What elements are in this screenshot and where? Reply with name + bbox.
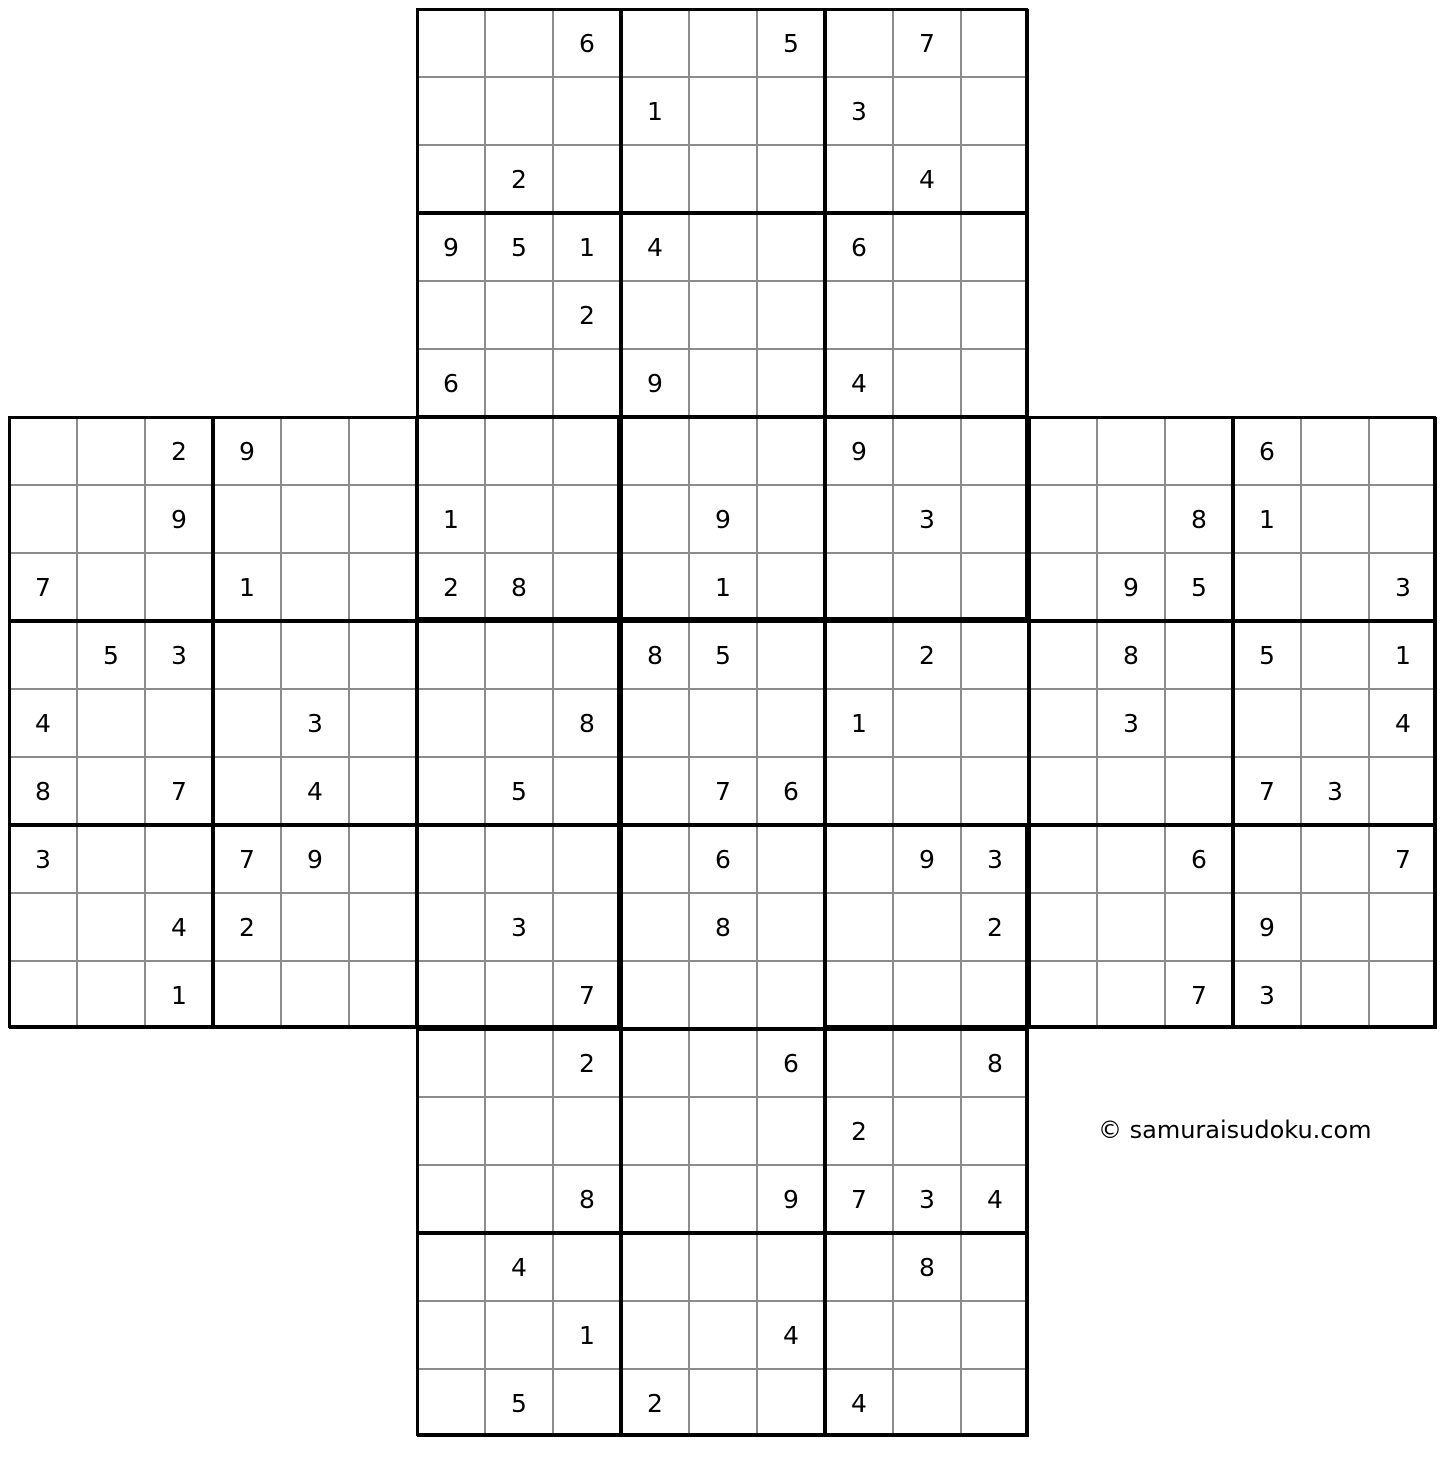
sudoku-cell[interactable] [689,1369,757,1437]
sudoku-cell[interactable]: 1 [689,553,757,621]
sudoku-cell[interactable] [553,77,621,145]
sudoku-cell[interactable] [757,689,825,757]
sudoku-cell[interactable]: 5 [485,213,553,281]
sudoku-cell[interactable] [961,961,1029,1029]
sudoku-cell[interactable] [553,1369,621,1437]
sudoku-cell[interactable]: 3 [1369,553,1437,621]
sudoku-cell[interactable] [77,485,145,553]
sudoku-cell[interactable] [553,145,621,213]
sudoku-cell[interactable]: 1 [621,77,689,145]
sudoku-cell[interactable] [621,825,689,893]
sudoku-cell[interactable] [1233,825,1301,893]
sudoku-cell[interactable] [77,553,145,621]
sudoku-cell[interactable] [689,1165,757,1233]
sudoku-cell[interactable] [621,417,689,485]
sudoku-cell[interactable] [961,145,1029,213]
sudoku-cell[interactable] [349,485,417,553]
sudoku-cell[interactable]: 8 [553,689,621,757]
sudoku-cell[interactable]: 5 [1165,553,1233,621]
sudoku-cell[interactable] [825,893,893,961]
sudoku-cell[interactable] [485,1097,553,1165]
sudoku-cell[interactable] [417,1233,485,1301]
sudoku-cell[interactable]: 2 [825,1097,893,1165]
sudoku-cell[interactable]: 1 [553,1301,621,1369]
sudoku-cell[interactable] [1301,689,1369,757]
sudoku-cell[interactable]: 8 [689,893,757,961]
sudoku-cell[interactable] [757,553,825,621]
sudoku-cell[interactable] [349,621,417,689]
sudoku-cell[interactable] [961,9,1029,77]
sudoku-cell[interactable]: 6 [757,1029,825,1097]
sudoku-cell[interactable] [417,961,485,1029]
sudoku-cell[interactable] [9,961,77,1029]
sudoku-cell[interactable]: 4 [145,893,213,961]
sudoku-cell[interactable] [485,1029,553,1097]
sudoku-cell[interactable] [825,145,893,213]
sudoku-cell[interactable]: 7 [9,553,77,621]
sudoku-cell[interactable]: 9 [281,825,349,893]
sudoku-cell[interactable] [689,689,757,757]
sudoku-cell[interactable] [553,893,621,961]
sudoku-cell[interactable] [1233,553,1301,621]
sudoku-cell[interactable]: 4 [825,1369,893,1437]
sudoku-cell[interactable] [349,961,417,1029]
sudoku-cell[interactable]: 8 [893,1233,961,1301]
sudoku-cell[interactable] [1165,417,1233,485]
sudoku-cell[interactable] [757,77,825,145]
sudoku-cell[interactable] [77,825,145,893]
sudoku-cell[interactable] [893,77,961,145]
sudoku-cell[interactable] [621,1233,689,1301]
sudoku-cell[interactable] [485,689,553,757]
sudoku-cell[interactable] [825,1301,893,1369]
sudoku-cell[interactable] [553,485,621,553]
sudoku-cell[interactable]: 7 [1233,757,1301,825]
sudoku-cell[interactable] [757,1369,825,1437]
sudoku-cell[interactable]: 2 [961,893,1029,961]
sudoku-cell[interactable] [485,77,553,145]
sudoku-cell[interactable] [349,825,417,893]
sudoku-cell[interactable] [757,281,825,349]
sudoku-cell[interactable]: 4 [893,145,961,213]
sudoku-cell[interactable]: 6 [553,9,621,77]
sudoku-cell[interactable] [961,1097,1029,1165]
sudoku-cell[interactable] [1301,621,1369,689]
sudoku-cell[interactable]: 5 [485,1369,553,1437]
sudoku-cell[interactable] [893,1301,961,1369]
sudoku-cell[interactable] [1301,417,1369,485]
sudoku-cell[interactable] [757,1233,825,1301]
sudoku-cell[interactable]: 1 [1233,485,1301,553]
sudoku-cell[interactable] [825,621,893,689]
sudoku-cell[interactable] [281,553,349,621]
sudoku-cell[interactable] [757,893,825,961]
sudoku-cell[interactable] [485,281,553,349]
sudoku-cell[interactable] [1301,893,1369,961]
sudoku-cell[interactable]: 4 [825,349,893,417]
sudoku-cell[interactable] [553,553,621,621]
sudoku-cell[interactable] [485,1165,553,1233]
sudoku-cell[interactable] [485,485,553,553]
sudoku-cell[interactable] [145,825,213,893]
sudoku-cell[interactable] [77,417,145,485]
sudoku-cell[interactable] [1301,485,1369,553]
sudoku-cell[interactable]: 1 [553,213,621,281]
sudoku-cell[interactable]: 2 [213,893,281,961]
sudoku-cell[interactable] [553,757,621,825]
sudoku-cell[interactable]: 7 [553,961,621,1029]
sudoku-cell[interactable] [961,689,1029,757]
sudoku-cell[interactable] [77,689,145,757]
sudoku-cell[interactable] [757,1097,825,1165]
sudoku-cell[interactable] [417,417,485,485]
sudoku-cell[interactable]: 2 [553,281,621,349]
sudoku-cell[interactable] [77,757,145,825]
sudoku-cell[interactable]: 2 [145,417,213,485]
sudoku-cell[interactable] [77,893,145,961]
sudoku-cell[interactable]: 8 [553,1165,621,1233]
sudoku-cell[interactable]: 1 [417,485,485,553]
sudoku-cell[interactable] [621,1097,689,1165]
sudoku-cell[interactable] [893,1097,961,1165]
sudoku-cell[interactable] [349,553,417,621]
sudoku-cell[interactable]: 3 [961,825,1029,893]
sudoku-cell[interactable] [825,485,893,553]
sudoku-cell[interactable] [417,1369,485,1437]
sudoku-cell[interactable] [281,621,349,689]
sudoku-cell[interactable] [825,757,893,825]
sudoku-cell[interactable] [1369,485,1437,553]
sudoku-cell[interactable] [485,9,553,77]
sudoku-cell[interactable] [417,893,485,961]
sudoku-cell[interactable] [621,961,689,1029]
sudoku-cell[interactable] [1097,417,1165,485]
sudoku-cell[interactable]: 3 [1301,757,1369,825]
sudoku-cell[interactable]: 9 [1233,893,1301,961]
sudoku-cell[interactable]: 4 [9,689,77,757]
sudoku-cell[interactable] [621,9,689,77]
sudoku-cell[interactable]: 2 [893,621,961,689]
sudoku-cell[interactable] [689,1301,757,1369]
sudoku-cell[interactable]: 4 [281,757,349,825]
sudoku-cell[interactable]: 7 [213,825,281,893]
sudoku-cell[interactable]: 9 [689,485,757,553]
sudoku-cell[interactable]: 7 [1369,825,1437,893]
sudoku-cell[interactable] [553,825,621,893]
sudoku-cell[interactable] [961,553,1029,621]
sudoku-cell[interactable]: 8 [1165,485,1233,553]
sudoku-cell[interactable]: 4 [485,1233,553,1301]
sudoku-cell[interactable] [213,757,281,825]
sudoku-cell[interactable]: 8 [621,621,689,689]
sudoku-cell[interactable]: 9 [1097,553,1165,621]
sudoku-cell[interactable] [1165,893,1233,961]
sudoku-cell[interactable] [9,485,77,553]
sudoku-cell[interactable] [961,417,1029,485]
sudoku-cell[interactable] [1369,417,1437,485]
sudoku-cell[interactable] [757,349,825,417]
sudoku-cell[interactable] [1029,689,1097,757]
copyright-text: © samuraisudoku.com [1098,1116,1372,1144]
sudoku-cell[interactable]: 2 [485,145,553,213]
sudoku-cell[interactable] [1233,689,1301,757]
sudoku-cell[interactable]: 6 [757,757,825,825]
sudoku-cell[interactable]: 8 [961,1029,1029,1097]
sudoku-cell[interactable] [621,1029,689,1097]
sudoku-cell[interactable] [893,213,961,281]
sudoku-cell[interactable] [757,961,825,1029]
sudoku-cell[interactable] [893,1029,961,1097]
sudoku-cell[interactable] [621,757,689,825]
sudoku-cell[interactable] [553,417,621,485]
sudoku-cell[interactable]: 4 [757,1301,825,1369]
sudoku-cell[interactable] [893,417,961,485]
sudoku-cell[interactable] [213,689,281,757]
sudoku-cell[interactable] [417,621,485,689]
sudoku-cell[interactable]: 3 [281,689,349,757]
sudoku-cell[interactable]: 2 [621,1369,689,1437]
sudoku-cell[interactable] [417,825,485,893]
sudoku-cell[interactable]: 3 [893,1165,961,1233]
sudoku-cell[interactable] [1029,893,1097,961]
sudoku-cell[interactable]: 6 [417,349,485,417]
sudoku-cell[interactable]: 4 [621,213,689,281]
sudoku-cell[interactable] [825,961,893,1029]
sudoku-cell[interactable]: 8 [9,757,77,825]
sudoku-cell[interactable] [1029,961,1097,1029]
sudoku-cell[interactable]: 7 [825,1165,893,1233]
sudoku-cell[interactable] [1029,417,1097,485]
sudoku-cell[interactable] [1097,825,1165,893]
sudoku-cell[interactable] [757,213,825,281]
sudoku-cell[interactable] [825,9,893,77]
sudoku-cell[interactable] [961,349,1029,417]
sudoku-cell[interactable] [825,281,893,349]
sudoku-cell[interactable] [349,417,417,485]
sudoku-cell[interactable] [281,417,349,485]
sudoku-cell[interactable] [689,1233,757,1301]
sudoku-cell[interactable] [621,281,689,349]
sudoku-cell[interactable]: 5 [1233,621,1301,689]
sudoku-cell[interactable] [77,961,145,1029]
sudoku-cell[interactable] [417,1301,485,1369]
sudoku-cell[interactable] [621,1301,689,1369]
sudoku-cell[interactable] [417,1029,485,1097]
sudoku-cell[interactable] [893,893,961,961]
sudoku-cell[interactable] [213,961,281,1029]
sudoku-cell[interactable]: 1 [213,553,281,621]
sudoku-cell[interactable] [1369,961,1437,1029]
sudoku-cell[interactable] [1301,825,1369,893]
sudoku-cell[interactable] [689,417,757,485]
sudoku-cell[interactable] [485,417,553,485]
sudoku-cell[interactable] [1029,825,1097,893]
sudoku-cell[interactable] [757,621,825,689]
sudoku-cell[interactable]: 1 [145,961,213,1029]
sudoku-cell[interactable] [961,77,1029,145]
sudoku-cell[interactable] [1029,485,1097,553]
sudoku-cell[interactable] [961,213,1029,281]
sudoku-cell[interactable]: 6 [1233,417,1301,485]
sudoku-cell[interactable] [757,825,825,893]
sudoku-cell[interactable] [417,9,485,77]
sudoku-cell[interactable] [689,9,757,77]
sudoku-cell[interactable] [349,689,417,757]
sudoku-cell[interactable] [961,485,1029,553]
sudoku-cell[interactable] [961,1301,1029,1369]
sudoku-cell[interactable] [961,1233,1029,1301]
sudoku-cell[interactable] [1097,961,1165,1029]
sudoku-cell[interactable] [213,485,281,553]
sudoku-cell[interactable] [621,553,689,621]
sudoku-cell[interactable] [1097,757,1165,825]
sudoku-cell[interactable]: 8 [485,553,553,621]
sudoku-cell[interactable] [621,689,689,757]
sudoku-cell[interactable] [893,757,961,825]
sudoku-cell[interactable] [893,281,961,349]
sudoku-cell[interactable] [893,689,961,757]
sudoku-cell[interactable] [757,145,825,213]
sudoku-cell[interactable]: 6 [1165,825,1233,893]
sudoku-cell[interactable]: 9 [145,485,213,553]
sudoku-cell[interactable] [893,961,961,1029]
sudoku-cell[interactable] [553,621,621,689]
sudoku-cell[interactable] [689,961,757,1029]
sudoku-cell[interactable] [1165,621,1233,689]
sudoku-cell[interactable]: 7 [145,757,213,825]
sudoku-cell[interactable] [757,485,825,553]
sudoku-cell[interactable]: 9 [213,417,281,485]
sudoku-cell[interactable] [825,1233,893,1301]
sudoku-cell[interactable]: 1 [1369,621,1437,689]
sudoku-cell[interactable]: 9 [893,825,961,893]
sudoku-cell[interactable] [417,281,485,349]
sudoku-cell[interactable] [1097,485,1165,553]
sudoku-cell[interactable] [553,349,621,417]
sudoku-cell[interactable] [485,825,553,893]
sudoku-cell[interactable]: 5 [689,621,757,689]
sudoku-cell[interactable] [9,417,77,485]
sudoku-cell[interactable] [689,145,757,213]
sudoku-cell[interactable] [961,621,1029,689]
sudoku-cell[interactable] [1301,961,1369,1029]
sudoku-cell[interactable] [893,349,961,417]
sudoku-cell[interactable]: 3 [825,77,893,145]
sudoku-cell[interactable] [1165,689,1233,757]
sudoku-cell[interactable] [961,757,1029,825]
sudoku-cell[interactable] [621,485,689,553]
sudoku-cell[interactable] [1369,893,1437,961]
sudoku-cell[interactable] [1165,757,1233,825]
sudoku-cell[interactable] [1029,553,1097,621]
sudoku-cell[interactable] [893,1369,961,1437]
sudoku-cell[interactable] [757,417,825,485]
sudoku-cell[interactable] [417,757,485,825]
sudoku-cell[interactable] [417,77,485,145]
sudoku-cell[interactable] [621,893,689,961]
sudoku-cell[interactable]: 7 [689,757,757,825]
sudoku-cell[interactable] [689,77,757,145]
sudoku-cell[interactable] [825,553,893,621]
sudoku-cell[interactable]: 9 [621,349,689,417]
sudoku-cell[interactable]: 5 [757,9,825,77]
sudoku-cell[interactable] [1369,757,1437,825]
sudoku-cell[interactable]: 4 [961,1165,1029,1233]
sudoku-cell[interactable] [485,349,553,417]
sudoku-cell[interactable] [417,1097,485,1165]
sudoku-cell[interactable]: 2 [553,1029,621,1097]
sudoku-cell[interactable]: 1 [825,689,893,757]
sudoku-cell[interactable]: 2 [417,553,485,621]
sudoku-cell[interactable] [961,1369,1029,1437]
sudoku-cell[interactable]: 8 [1097,621,1165,689]
sudoku-cell[interactable]: 7 [1165,961,1233,1029]
sudoku-cell[interactable]: 3 [1097,689,1165,757]
sudoku-cell[interactable]: 3 [485,893,553,961]
sudoku-cell[interactable] [689,281,757,349]
sudoku-cell[interactable] [9,621,77,689]
sudoku-cell[interactable] [825,825,893,893]
sudoku-cell[interactable]: 9 [825,417,893,485]
sudoku-cell[interactable] [621,145,689,213]
sudoku-cell[interactable] [1301,553,1369,621]
sudoku-cell[interactable]: 5 [485,757,553,825]
sudoku-cell[interactable]: 9 [757,1165,825,1233]
sudoku-cell[interactable] [485,621,553,689]
sudoku-cell[interactable]: 4 [1369,689,1437,757]
sudoku-cell[interactable] [145,689,213,757]
sudoku-cell[interactable] [689,213,757,281]
sudoku-cell[interactable] [213,621,281,689]
sudoku-cell[interactable] [145,553,213,621]
sudoku-cell[interactable] [689,349,757,417]
sudoku-cell[interactable] [9,893,77,961]
sudoku-cell[interactable] [349,757,417,825]
sudoku-cell[interactable] [961,281,1029,349]
sudoku-cell[interactable]: 5 [77,621,145,689]
sudoku-cell[interactable]: 6 [689,825,757,893]
sudoku-cell[interactable] [281,893,349,961]
sudoku-cell[interactable] [281,485,349,553]
sudoku-cell[interactable] [485,1301,553,1369]
sudoku-cell[interactable] [349,893,417,961]
sudoku-cell[interactable]: 3 [145,621,213,689]
sudoku-cell[interactable] [485,961,553,1029]
sudoku-cell[interactable] [417,1165,485,1233]
sudoku-cell[interactable] [893,553,961,621]
sudoku-cell[interactable] [553,1233,621,1301]
sudoku-cell[interactable] [1029,757,1097,825]
sudoku-cell[interactable] [689,1097,757,1165]
sudoku-cell[interactable]: 6 [825,213,893,281]
sudoku-cell[interactable] [1029,621,1097,689]
sudoku-cell[interactable] [417,689,485,757]
sudoku-cell[interactable]: 3 [1233,961,1301,1029]
sudoku-cell[interactable] [417,145,485,213]
sudoku-cell[interactable]: 3 [893,485,961,553]
sudoku-cell[interactable] [621,1165,689,1233]
sudoku-cell[interactable] [553,1097,621,1165]
sudoku-cell[interactable] [825,1029,893,1097]
sudoku-cell[interactable]: 7 [893,9,961,77]
sudoku-cell[interactable]: 3 [9,825,77,893]
sudoku-cell[interactable] [1097,893,1165,961]
sudoku-cell[interactable]: 9 [417,213,485,281]
sudoku-cell[interactable] [689,1029,757,1097]
sudoku-cell[interactable] [281,961,349,1029]
